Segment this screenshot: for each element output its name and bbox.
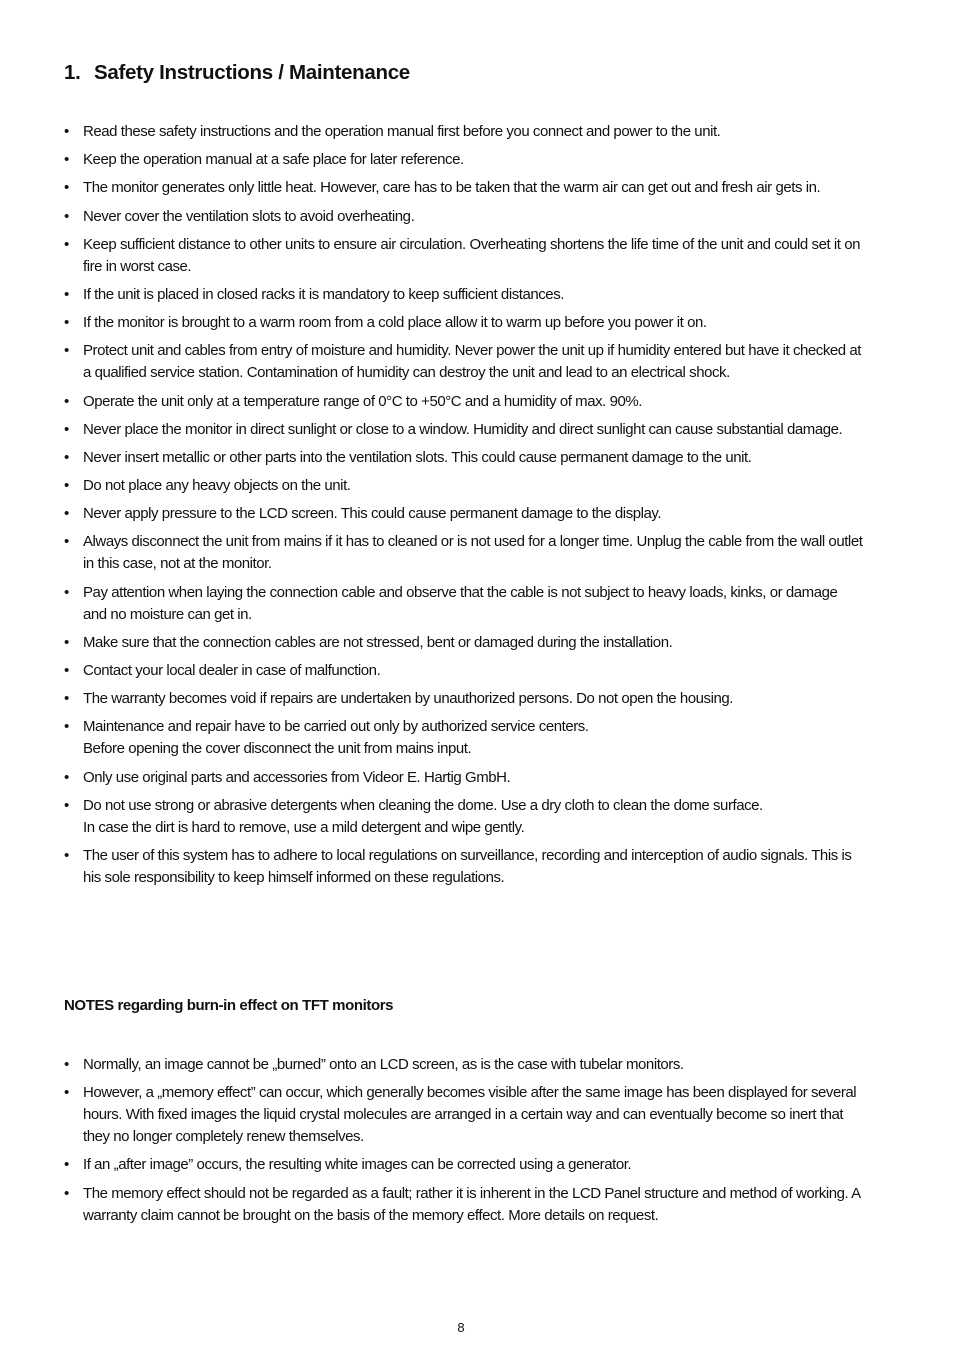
list-item <box>64 284 864 306</box>
list-item <box>64 767 864 789</box>
bullet-icon: • <box>64 477 69 495</box>
bullet-icon: • <box>64 583 69 601</box>
list-item-text: Keep the operation manual at a safe place for later reference. <box>83 151 464 169</box>
safety-instructions-list <box>64 121 864 895</box>
list-item-text: Always disconnect the unit from mains if it has to cleaned or is not used for a longer time. Unplug the cable from the wall outlet in this case, not at the monitor. <box>83 533 863 573</box>
list-item <box>64 795 864 839</box>
bullet-icon: • <box>64 718 69 736</box>
bullet-icon: • <box>64 151 69 169</box>
list-item-text: The memory effect should not be regarded as a fault; rather it is inherent in the LCD Panel structure and method of working. A warranty claim cannot be brought on the basis of the memory effect. More details on request. <box>83 1184 860 1224</box>
list-item-text: Before opening the cover disconnect the unit from mains input. <box>83 740 472 758</box>
list-item-text: Keep sufficient distance to other units to ensure air circulation. Overheating shortens the life time of the unit and could set it on fire in worst case. <box>83 235 861 275</box>
list-item <box>64 1082 864 1148</box>
bullet-icon: • <box>64 314 69 332</box>
list-item <box>64 716 864 760</box>
list-item-text: Make sure that the connection cables are not stressed, bent or damaged during the installation. <box>83 633 673 651</box>
list-item <box>64 632 864 654</box>
bullet-icon: • <box>64 179 69 197</box>
bullet-icon: • <box>64 420 69 438</box>
list-item-text: The user of this system has to adhere to local regulations on surveillance, recording and interception of audio signals. This is his sole responsibility to keep himself informed on these regulations. <box>83 846 852 886</box>
bullet-icon: • <box>64 633 69 651</box>
list-item-text: If the monitor is brought to a warm room from a cold place allow it to warm up before you power it on. <box>83 314 707 332</box>
list-item-text: The warranty becomes void if repairs are undertaken by unauthorized persons. Do not open the housing. <box>83 690 733 708</box>
bullet-icon: • <box>64 768 69 786</box>
list-item-text: Protect unit and cables from entry of moisture and humidity. Never power the unit up if humidity entered but have it checked at a qualified service station. Contamination of humidity can destroy the unit and lead to an electrical shock. <box>83 342 862 382</box>
bullet-icon: • <box>64 342 69 360</box>
list-item <box>64 475 864 497</box>
list-item <box>64 312 864 334</box>
list-item-text: Only use original parts and accessories from Videor E. Hartig GmbH. <box>83 768 511 786</box>
list-item <box>64 1154 864 1176</box>
list-item-text: Never apply pressure to the LCD screen. This could cause permanent damage to the display. <box>83 505 662 523</box>
list-item <box>64 503 864 525</box>
bullet-icon: • <box>64 285 69 303</box>
list-item-text: However, a „memory effect” can occur, which generally becomes visible after the same image has been displayed for several hours. With fixed images the liquid crystal molecules are arranged in a certain way and can eventually become so inert that they no longer completely renew themselves. <box>83 1084 857 1146</box>
bullet-icon: • <box>64 505 69 523</box>
bullet-icon: • <box>64 235 69 253</box>
bullet-icon: • <box>64 846 69 864</box>
bullet-icon: • <box>64 392 69 410</box>
list-item <box>64 660 864 682</box>
list-item-text: Do not use strong or abrasive detergents when cleaning the dome. Use a dry cloth to clean the dome surface. <box>83 796 763 814</box>
list-item <box>64 419 864 441</box>
list-item <box>64 234 864 278</box>
bullet-icon: • <box>64 448 69 466</box>
section-title: Safety Instructions / Maintenance <box>94 61 410 84</box>
list-item <box>64 391 864 413</box>
bullet-icon: • <box>64 796 69 814</box>
bullet-icon: • <box>64 123 69 140</box>
list-item <box>64 206 864 228</box>
list-item <box>64 121 864 143</box>
burn-in-notes-list <box>64 1054 864 1233</box>
list-item-text: Operate the unit only at a temperature range of 0°C to +50°C and a humidity of max. 90%. <box>83 392 642 410</box>
section-number: 1. <box>64 61 81 84</box>
notes-heading: NOTES regarding burn-in effect on TFT monitors <box>64 997 394 1014</box>
list-item-text: In case the dirt is hard to remove, use a mild detergent and wipe gently. <box>83 818 525 836</box>
list-item-text: The monitor generates only little heat. However, care has to be taken that the warm air can get out and fresh air gets in. <box>83 179 821 197</box>
bullet-icon: • <box>64 1056 69 1073</box>
list-item-text: Never insert metallic or other parts into the ventilation slots. This could cause permanent damage to the unit. <box>83 448 752 466</box>
section-heading <box>64 61 410 85</box>
list-item-text: Maintenance and repair have to be carried out only by authorized service centers. <box>83 718 589 736</box>
list-item <box>64 177 864 199</box>
bullet-icon: • <box>64 662 69 679</box>
list-item-text: Never cover the ventilation slots to avoid overheating. <box>83 207 415 225</box>
list-item <box>64 845 864 889</box>
list-item-text: If the unit is placed in closed racks it is mandatory to keep sufficient distances. <box>83 285 564 303</box>
list-item <box>64 582 864 626</box>
list-item-text: Never place the monitor in direct sunlight or close to a window. Humidity and direct sunlight can cause substantial damage. <box>83 420 843 438</box>
bullet-icon: • <box>64 207 69 225</box>
list-item-text: Do not place any heavy objects on the unit. <box>83 477 351 495</box>
bullet-icon: • <box>64 1156 69 1174</box>
bullet-icon: • <box>64 1084 69 1102</box>
list-item <box>64 447 864 469</box>
bullet-icon: • <box>64 690 69 708</box>
list-item-text: If an „after image” occurs, the resulting white images can be corrected using a generator. <box>83 1156 632 1174</box>
list-item-text: Read these safety instructions and the operation manual first before you connect and power to the unit. <box>83 123 721 140</box>
bullet-icon: • <box>64 1184 69 1202</box>
list-item-text: Normally, an image cannot be „burned” onto an LCD screen, as is the case with tubelar monitors. <box>83 1056 684 1073</box>
list-item <box>64 1054 864 1076</box>
list-item <box>64 688 864 710</box>
list-item <box>64 531 864 575</box>
list-item-text: Pay attention when laying the connection cable and observe that the cable is not subject to heavy loads, kinks, or damage and no moisture can get in. <box>83 583 838 623</box>
list-item <box>64 340 864 384</box>
list-item-text: Contact your local dealer in case of malfunction. <box>83 662 381 679</box>
list-item <box>64 1183 864 1227</box>
page-number: 8 <box>457 1320 465 1335</box>
list-item <box>64 149 864 171</box>
bullet-icon: • <box>64 533 69 551</box>
